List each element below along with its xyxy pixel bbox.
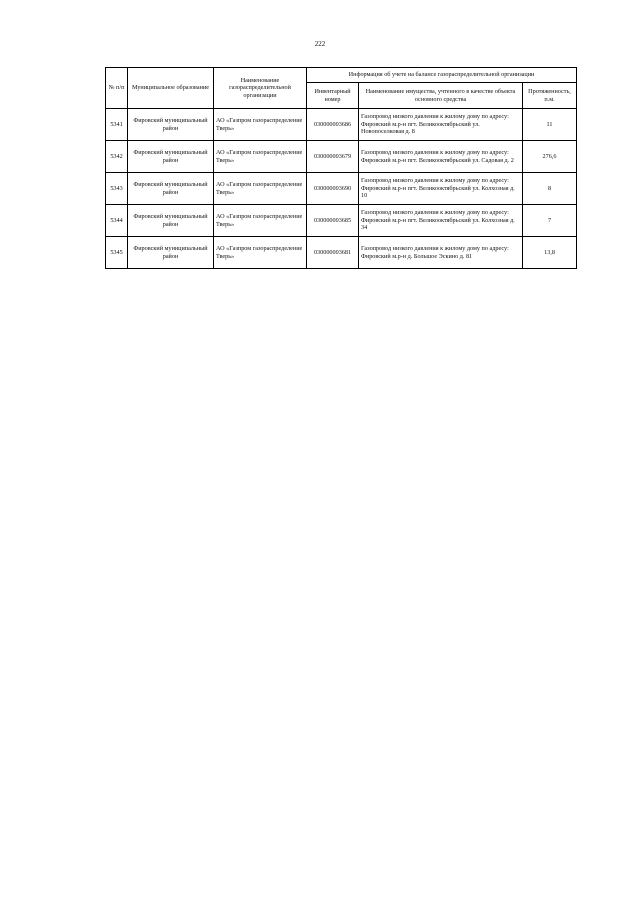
cell-inventory: 030000003685 (307, 205, 359, 237)
cell-num: 5343 (106, 173, 128, 205)
table-header (106, 68, 577, 109)
cell-org: АО «Газпром газораспределение Тверь» (214, 173, 307, 205)
table-body (106, 109, 577, 269)
cell-num: 5342 (106, 141, 128, 173)
registry-table (105, 67, 577, 269)
cell-org: АО «Газпром газораспределение Тверь» (214, 205, 307, 237)
cell-length: 11 (523, 109, 577, 141)
cell-description: Газопровод низкого давления к жилому дому по адресу: Фировский м.р-н пгт. Великооктябрьский ул. Новопоселковая д. 8 (359, 109, 523, 141)
header-length: Протяженность, п.м. (523, 83, 577, 109)
cell-length: 13,8 (523, 237, 577, 269)
header-org-name: Наименование газораспределительной организации (214, 68, 307, 109)
cell-length: 8 (523, 173, 577, 205)
cell-description: Газопровод низкого давления к жилому дому по адресу: Фировский м.р-н пгт. Великооктябрьский ул. Садовая д. 2 (359, 141, 523, 173)
cell-length: 7 (523, 205, 577, 237)
cell-org: АО «Газпром газораспределение Тверь» (214, 109, 307, 141)
cell-municipality: Фировский муниципальный район (128, 205, 214, 237)
cell-inventory: 030000003681 (307, 237, 359, 269)
header-accounting-group: Информация об учете на балансе газораспределительной организации (307, 68, 577, 83)
header-inventory: Инвентарный номер (307, 83, 359, 109)
cell-length: 276,6 (523, 141, 577, 173)
cell-org: АО «Газпром газораспределение Тверь» (214, 237, 307, 269)
table-row (106, 109, 577, 141)
cell-inventory: 030000003679 (307, 141, 359, 173)
table-row (106, 237, 577, 269)
cell-description: Газопровод низкого давления к жилому дому по адресу: Фировский м.р-н д. Большое Эскино д. 81 (359, 237, 523, 269)
cell-inventory: 030000003690 (307, 173, 359, 205)
cell-description: Газопровод низкого давления к жилому дому по адресу: Фировский м.р-н пгт. Великооктябрьский ул. Колхозная д. 10 (359, 173, 523, 205)
cell-description: Газопровод низкого давления к жилому дому по адресу: Фировский м.р-н пгт. Великооктябрьский ул. Колхозная д. 34 (359, 205, 523, 237)
cell-inventory: 030000003686 (307, 109, 359, 141)
cell-municipality: Фировский муниципальный район (128, 237, 214, 269)
cell-num: 5341 (106, 109, 128, 141)
table-row (106, 141, 577, 173)
cell-municipality: Фировский муниципальный район (128, 173, 214, 205)
cell-municipality: Фировский муниципальный район (128, 109, 214, 141)
cell-org: АО «Газпром газораспределение Тверь» (214, 141, 307, 173)
header-description: Наименование имущества, учтенного в качестве объекта основного средства (359, 83, 523, 109)
cell-municipality: Фировский муниципальный район (128, 141, 214, 173)
header-num: № п/п (106, 68, 128, 109)
cell-num: 5344 (106, 205, 128, 237)
header-municipality: Муниципальное образование (128, 68, 214, 109)
cell-num: 5345 (106, 237, 128, 269)
table-row (106, 173, 577, 205)
page-number: 222 (314, 40, 326, 48)
table-row (106, 205, 577, 237)
